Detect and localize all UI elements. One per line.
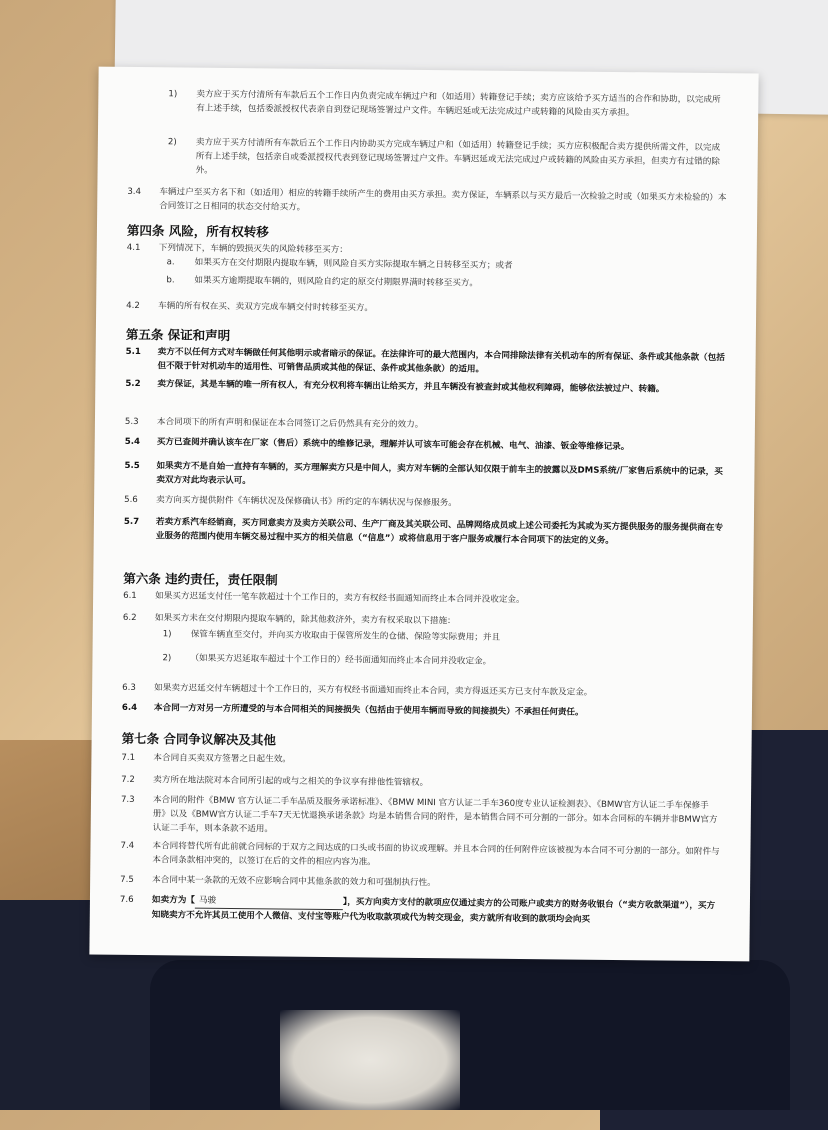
seller-name-field: 马骏 [195,894,343,911]
clause-5-4 [124,435,725,453]
clause-text: 车辆过户至买方名下和（如适用）相应的转籍手续所产生的费用由买方承担。卖方保证，车辆系以与买方最后一次检验之时或（如果买方未检验的）本合同签订之日相同的状态交付给买方。 [159,187,727,213]
clause-text: 若卖方系汽车经销商，买方同意卖方及卖方关联公司、生产厂商及其关联公司、品牌网络成员或上述公司委托为其或为买方提供服务的服务提供商在专业服务的范围内使用车辆交易过程中买方的相关信息（“信息”）或将信息用于客户服务或履行本合同项下的法定的义务。 [155,517,724,546]
clause-number: 3.4 [127,186,142,198]
clause-text: 本合同中某一条款的无效不应影响合同中其他条款的效力和可强制执行性。 [152,875,436,889]
clause-4-1 [126,241,727,256]
clause-text: 保管车辆直至交付，并向买方收取由于保管所发生的仓储、保险等实际费用；并且 [190,629,501,643]
clause-number: b. [166,275,175,286]
fabric-fold [280,1010,460,1110]
clause-7-5 [120,873,720,889]
clause-text: 卖方向买方提供附件《车辆状况及保修确认书》所约定的车辆状况与保修服务。 [156,495,457,509]
clause-text: 如果买方迟延支付任一笔车款超过十个工作日的，卖方有权经书面通知而终止本合同并没收定金。 [155,591,525,606]
clause-text: 车辆的所有权在买、卖双方完成车辆交付时转移至买方。 [158,301,374,314]
clause-text: 卖方保证，其是车辆的唯一所有权人，有充分权利将车辆出让给买方，并且车辆没有被查封或其他权利障碍，能够依法被过户、转籍。 [157,379,665,395]
clause-number: 2) [167,137,177,148]
clause-text: 本合同项下的所有声明和保证在本合同签订之后仍然具有充分的效力。 [156,417,424,430]
clause-text [152,893,720,928]
clause-6-2 [122,611,723,627]
article-4-title: 第四条 风险，所有权转移 [126,222,269,240]
clause-3-3-2 [167,135,728,176]
clause-text: 如果买方未在交付期限内提取车辆的，除其他救济外，卖方有权采取以下措施： [154,613,456,627]
clause-prefix: 如卖方为【 [151,895,195,906]
contract-content [119,79,729,925]
clause-text: 卖方应于买方付清所有车款后五个工作日内负责完成车辆过户和（如适用）转籍登记手续；卖方应该给予买方适当的合作和协助，以完成所有上述手续，包括委派授权代表亲自到登记现场签署过户文件。车辆迟延或无法完成过户或转籍的风险由买方承担。 [196,89,721,119]
clause-number: 4.2 [126,300,140,312]
clause-number: a. [166,257,175,268]
article-5-title: 第五条 保证和声明 [125,326,231,343]
article-6-title: 第六条 违约责任，责任限制 [123,570,278,588]
clause-text: （如果买方迟延取车超过十个工作日的）经书面通知而终止本合同并没收定金。 [190,653,492,667]
jeans [150,960,790,1110]
clause-text: 下列情况下，车辆的毁损灭失的风险转移至买方： [158,243,348,256]
clause-6-3 [122,681,722,698]
clause-text: 如果卖方不是自始一直持有车辆的，买方理解卖方只是中间人，卖方对车辆的全部认知仅限于前车主的披露以及DMS系统/厂家售后系统中的记录，买卖双方对此均表示认可。 [156,461,723,487]
clause-text: 本合同自买卖双方签署之日起生效。 [153,753,291,765]
clause-number: 5.2 [125,378,141,390]
clause-number: 4.1 [126,242,141,254]
clause-number: 7.2 [121,774,135,785]
clause-5-5 [124,459,725,487]
clause-3-3-1 [168,87,728,119]
clause-number: 2) [162,653,172,664]
clause-number: 7.6 [119,894,134,905]
clause-number: 6.4 [121,702,138,714]
clause-text: 本合同将替代所有此前就合同标的于双方之间达成的口头或书面的协议或理解。并且本合同的任何附件应该被视为本合同不可分割的一部分。如附件与本合同条款相冲突的，以签订在后的文件的相应内容为准。 [152,841,720,868]
clause-number: 7.1 [121,752,136,763]
contract-page [89,67,758,962]
clause-text: 卖方应于买方付清所有车款后五个工作日内协助买方完成车辆过户和（如适用）转籍登记手续；买方应积极配合卖方提供所需文件，以完成所有上述手续，包括亲自或委派授权代表到登记现场签署过户文件。车辆迟延或无法完成过户或转籍的风险由买方承担，但卖方有过错的除外。 [195,137,721,176]
clause-text: 如果买方逾期提取车辆的，则风险自约定的原交付期限界满时转移至买方。 [194,275,479,289]
clause-number: 6.1 [123,590,137,601]
clause-5-3 [124,415,725,430]
clause-text: 如果卖方迟延交付车辆超过十个工作日的，买方有权经书面通知而终止本合同，卖方得返还买方已支付车款及定金。 [154,683,593,698]
clause-number: 5.5 [124,460,140,472]
clause-number: 7.5 [120,874,134,885]
clause-number: 5.3 [124,416,139,428]
clause-number: 5.6 [124,494,138,506]
clause-number: 7.3 [120,794,135,805]
clause-7-3 [120,793,721,835]
clause-7-2 [121,773,721,789]
clause-text: 卖方不以任何方式对车辆做任何其他明示或者暗示的保证。在法律许可的最大范围内，本合同排除法律有关机动车的所有保证、条件或其他条款（包括但不限于针对机动车的适用性、可销售品质或其他的保证、条件或其他条款）的适用。 [157,347,725,375]
clause-text: 如果买方在交付期限内提取车辆，则风险自买方实际提取车辆之日转移至买方；或者 [194,257,513,271]
clause-7-1 [121,751,722,765]
clause-number: 5.7 [123,516,140,528]
clause-6-2-2 [162,651,723,667]
clause-number: 6.3 [122,682,136,693]
clause-number: 1) [162,629,172,640]
clause-number: 1) [168,89,178,100]
clause-text: 本合同的附件《BMW 官方认证二手车品质及服务承诺标准》、《BMW MINI 官方认证二手车360度专业认证检测表》、《BMW官方认证二手车保修手册》以及《BMW官方认证二手车7天无忧退换承诺条款》均是本销售合同的附件，是本销售合同不可分割的一部分。如本合同标的车辆并非BMW官方认证二手车，则本条款不适用。 [152,795,718,835]
clause-3-4 [127,185,727,213]
clause-5-1 [125,345,726,375]
clause-text: 卖方所在地法院对本合同所引起的或与之相关的争议享有排他性管辖权。 [153,775,429,789]
clause-number: 6.2 [122,612,137,623]
clause-number: 5.1 [125,346,141,358]
clause-number: 7.4 [120,840,135,851]
clause-6-4 [121,701,722,718]
clause-text: 买方已查阅并确认该车在厂家（售后）系统中的维修记录，理解并认可该车可能会存在机械、电气、油漆、钣金等维修记录。 [156,437,630,453]
clause-number: 5.4 [124,436,141,448]
article-7-title: 第七条 合同争议解决及其他 [121,730,277,748]
clause-5-7 [123,515,724,546]
clause-5-6 [124,493,724,509]
clause-text: 本合同一方对另一方所遭受的与本合同相关的间接损失（包括由于使用车辆而导致的间接损失）不承担任何责任。 [153,703,584,718]
clause-6-1 [123,589,723,606]
clause-suffix: 】，买方向卖方支付的款项应仅通过卖方的公司账户或卖方的财务收银台（“卖方收款渠道”），买方知晓卖方不允许其员工使用个人微信、支付宝等账户代为收取款项或代为转交现金，卖方就所有收到的款项均会向买 [151,897,716,925]
clause-4-2 [126,299,726,314]
clause-7-6 [119,893,720,925]
